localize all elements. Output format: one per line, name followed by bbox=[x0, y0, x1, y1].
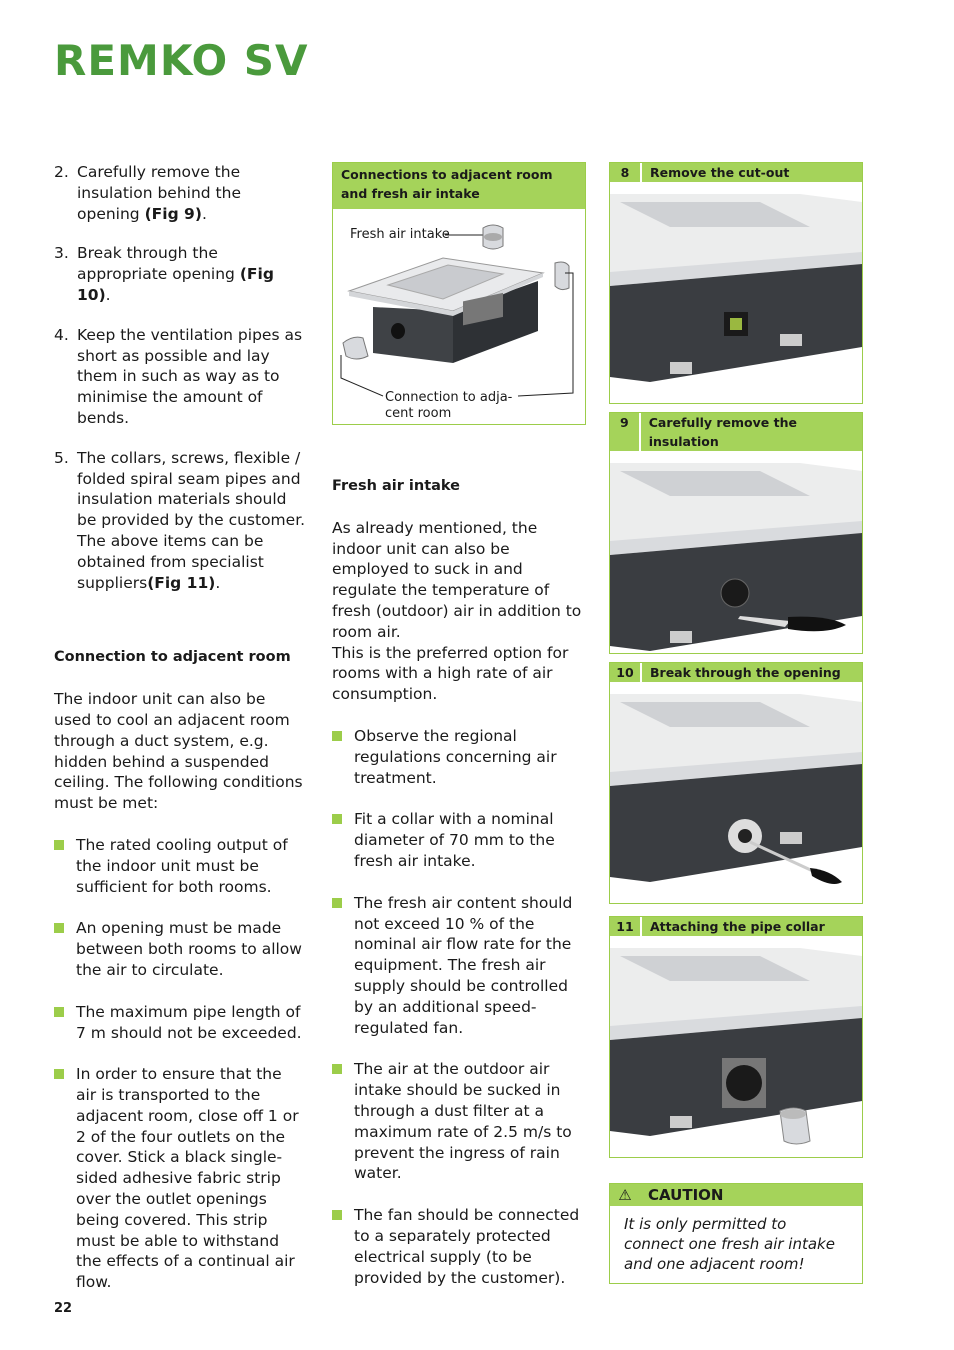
bullet-icon bbox=[332, 1210, 342, 1220]
paragraph: This is the preferred option for rooms with a high rate of air consumption. bbox=[332, 643, 569, 704]
figure-10: 10 Break through the opening bbox=[609, 662, 863, 904]
list-item: The rated cooling output of the indoor unit must be sufficient for both rooms. bbox=[54, 835, 306, 897]
caution-box bbox=[609, 1183, 863, 1284]
bullet-icon bbox=[332, 731, 342, 741]
list-item: The air at the outdoor air intake should be sucked in through a dust filter at a maximum rate of 2.5 m/s to prevent the ingress of rain water. bbox=[332, 1059, 588, 1184]
paragraph: As already mentioned, the indoor unit can also be employed to suck in and regulate the temperature of fresh (outdoor) air in addition to room air. bbox=[332, 518, 582, 641]
step-item: 5. The collars, screws, flexible / folded spiral seam pipes and insulation materials should be provided by the customer. The above items can be obtained from specialist suppliers(Fig 11). bbox=[54, 448, 306, 592]
figure-connections bbox=[332, 162, 586, 425]
left-column bbox=[54, 162, 306, 1293]
figure-title: Connections to adjacent room and fresh air intake bbox=[333, 163, 585, 209]
unit-illustration bbox=[333, 203, 585, 423]
section-heading: Connection to adjacent room bbox=[54, 649, 291, 666]
list-item: Observe the regional regulations concerning air treatment. bbox=[332, 726, 588, 788]
list-item: The fan should be connected to a separately protected electrical supply (to be provided by the customer). bbox=[332, 1205, 588, 1288]
unit-cutout-illustration bbox=[610, 182, 862, 402]
figure-9: 9 Carefully remove the insulation bbox=[609, 412, 863, 654]
unit-collar-illustration bbox=[610, 936, 862, 1156]
bullet-icon bbox=[54, 1069, 64, 1079]
unit-insulation-illustration bbox=[610, 451, 862, 671]
section-heading: Fresh air intake bbox=[332, 478, 461, 494]
unit-breakthrough-illustration bbox=[610, 682, 862, 902]
step-item: 3. Break through the appropriate opening (Fig 10). bbox=[54, 244, 274, 304]
list-item: An opening must be made between both rooms to allow the air to circulate. bbox=[54, 918, 306, 980]
list-item: Fit a collar with a nominal diameter of 70 mm to the fresh air intake. bbox=[332, 809, 588, 871]
step-item: 4. Keep the ventilation pipes as short as possible and lay them in such as way as to minimise the amount of bends. bbox=[54, 325, 303, 427]
bullet-icon bbox=[332, 898, 342, 908]
page-title: REMKO SV bbox=[54, 36, 309, 85]
label-connection-adjacent: Connection to adja- cent room bbox=[385, 390, 513, 421]
step-item: 2. Carefully remove the insulation behind the opening (Fig 9). bbox=[54, 163, 241, 223]
list-item: In order to ensure that the air is transported to the adjacent room, close off 1 or 2 of the four outlets on the cover. Stick a black single-sided adhesive fabric strip over the outlet openings being covered. This strip must be able to withstand the effects of a continual air flow. bbox=[54, 1064, 306, 1293]
bullet-icon bbox=[54, 923, 64, 933]
figure-11: 11 Attaching the pipe collar bbox=[609, 916, 863, 1158]
bullet-icon bbox=[332, 814, 342, 824]
caution-text: It is only permitted to connect one fresh air intake and one adjacent room! bbox=[624, 1215, 835, 1273]
list-item: The fresh air content should not exceed 10 % of the nominal air flow rate for the equipment. The fresh air supply should be controlled by an additional speed-regulated fan. bbox=[332, 893, 588, 1039]
figure-8: 8 Remove the cut-out bbox=[609, 162, 863, 404]
bullet-icon bbox=[332, 1064, 342, 1074]
paragraph: The indoor unit can also be used to cool an adjacent room through a duct system, e.g. hidden behind a suspended ceiling. The following conditions must be met: bbox=[54, 690, 303, 813]
page-number: 22 bbox=[54, 1301, 73, 1316]
list-item: The maximum pipe length of 7 m should not be exceeded. bbox=[54, 1002, 306, 1044]
caution-label: CAUTION bbox=[648, 1186, 724, 1204]
middle-column bbox=[332, 476, 588, 1288]
label-fresh-air-intake: Fresh air intake bbox=[350, 227, 450, 242]
bullet-icon bbox=[54, 1007, 64, 1017]
warning-icon: ⚠ bbox=[618, 1186, 632, 1204]
bullet-icon bbox=[54, 840, 64, 850]
